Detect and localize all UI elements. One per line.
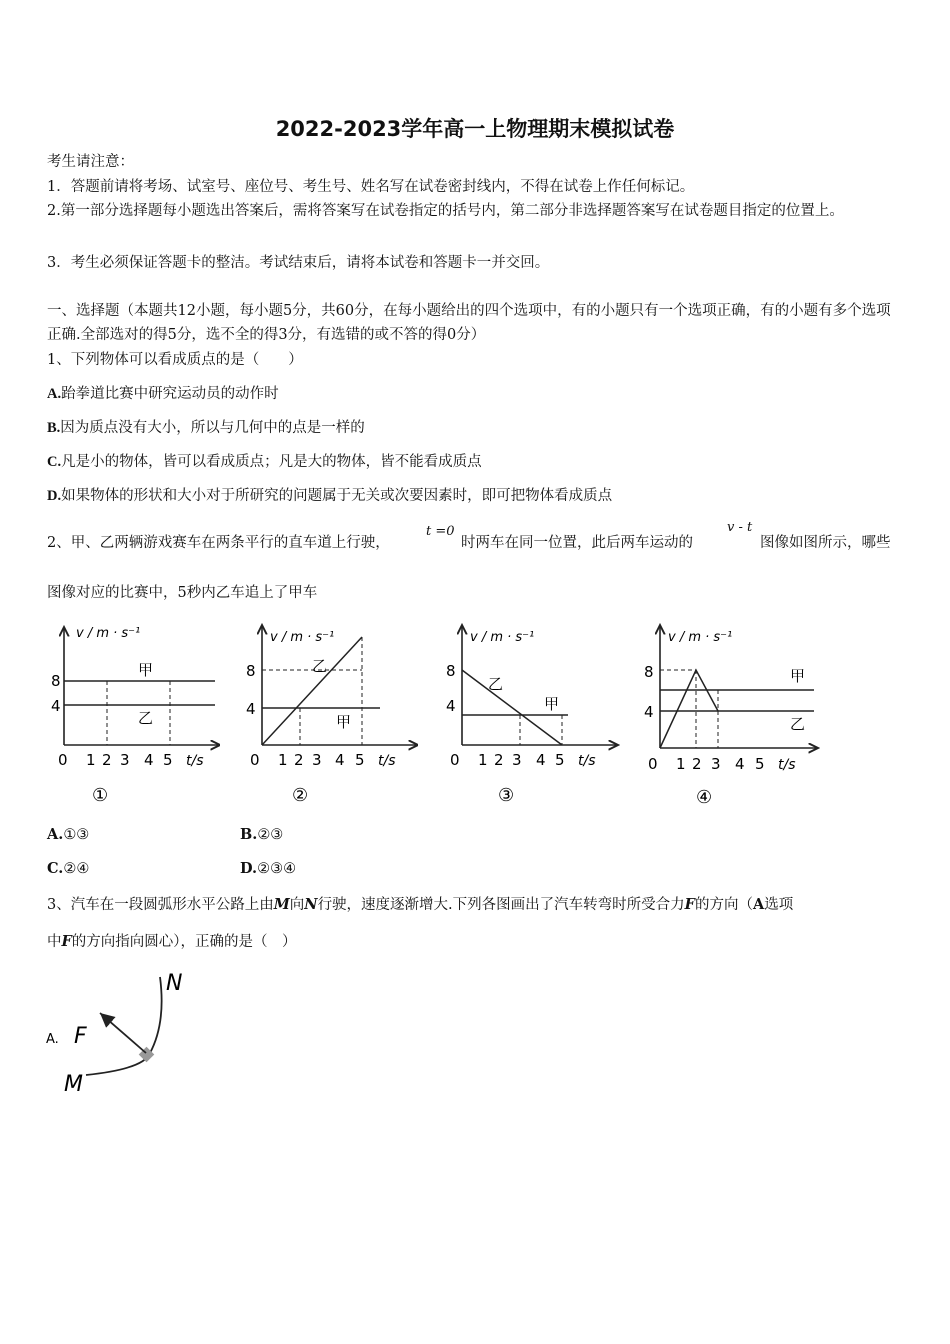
graph2-yi: 乙 [312, 657, 328, 675]
graph3-x2: 2 [494, 751, 504, 769]
graph4-y8: 8 [644, 663, 654, 681]
graph1-jia: 甲 [138, 661, 154, 679]
graph4-num: ④ [696, 787, 713, 808]
q3-stem-line1: 3、汽车在一段圆弧形水平公路上由M向N行驶，速度逐渐增大.下列各图画出了汽车转弯时所受合力F的方向（A选项 [47, 896, 794, 913]
graph3-x4: 4 [536, 751, 546, 769]
vt-graph-3 [440, 615, 620, 815]
q3-fig-f: F [74, 1024, 87, 1049]
graph4-ylabel: v / m · s⁻¹ [668, 630, 733, 645]
graph4-x2: 2 [692, 755, 702, 773]
graph2-xlabel: t/s [378, 753, 396, 769]
graph2-x5: 5 [355, 751, 365, 769]
graph3-origin: 0 [450, 751, 460, 769]
vt-graph-4 [640, 615, 820, 815]
graph2-origin: 0 [250, 751, 260, 769]
graph2-jia: 甲 [336, 713, 352, 731]
q2-answer-d: D.②③④ [240, 860, 297, 877]
graph2-x3: 3 [312, 751, 322, 769]
notice-item-2: 2.第一部分选择题每小题选出答案后，需将答案写在试卷指定的括号内，第二部分非选择题答案写在试卷题目指定的位置上。 [47, 203, 844, 219]
graph2-num: ② [292, 785, 309, 806]
graph3-num: ③ [498, 785, 515, 806]
graph1-x5: 5 [163, 751, 173, 769]
notice-item-1: 1．答题前请将考场、试室号、座位号、考生号、姓名写在试卷密封线内，不得在试卷上作任何标记。 [47, 179, 695, 195]
graph3-x3: 3 [512, 751, 522, 769]
graph1-x1: 1 [86, 751, 96, 769]
q2-t0: t =0 [426, 524, 455, 539]
graph3-y8: 8 [446, 662, 456, 680]
page-title: 2022-2023学年高一上物理期末模拟试卷 [275, 117, 675, 141]
graph3-yi: 乙 [488, 675, 504, 693]
notice-item-3: 3．考生必须保证答题卡的整洁。考试结束后，请将本试卷和答题卡一并交回。 [47, 255, 550, 271]
graph4-x5: 5 [755, 755, 765, 773]
graph3-xlabel: t/s [578, 753, 596, 769]
graph4-xlabel: t/s [778, 757, 796, 773]
q3-stem-line2: 中F的方向指向圆心），正确的是（ ） [47, 933, 297, 950]
graph1-origin: 0 [58, 751, 68, 769]
section-heading: 一、选择题（本题共12小题，每小题5分，共60分，在每小题给出的四个选项中，有的小题只有一个选项正确，有的小题有多个选项正确.全部选对的得5分，选不全的得3分，有选错的或不答的得0分） [47, 303, 891, 343]
vt-graph-2 [238, 615, 418, 815]
graph1-y8: 8 [51, 672, 61, 690]
q2-answer-b: B.②③ [240, 826, 284, 843]
graph1-xlabel: t/s [186, 753, 204, 769]
q2-graphs [40, 615, 820, 815]
graph4-x4: 4 [735, 755, 745, 773]
q3-fig-m: M [64, 1072, 83, 1097]
graph4-yi: 乙 [790, 715, 806, 733]
graph3-ylabel: v / m · s⁻¹ [470, 630, 535, 645]
q3-fig-n: N [166, 971, 183, 996]
q1-stem: 1、下列物体可以看成质点的是（ ） [47, 352, 303, 368]
q2-stem-part-a: 2、甲、乙两辆游戏赛车在两条平行的直车道上行驶， [47, 535, 390, 551]
vt-graph-1 [40, 615, 220, 815]
q1-option-c: C.凡是小的物体，皆可以看成质点；凡是大的物体，皆不能看成质点 [47, 454, 482, 470]
graph2-y8: 8 [246, 662, 256, 680]
graph2-x4: 4 [335, 751, 345, 769]
q3-option-a-label: A. [46, 1032, 59, 1047]
notice-header: 考生请注意： [47, 154, 134, 170]
q2-vt: v - t [727, 520, 753, 535]
graph4-jia: 甲 [790, 667, 806, 685]
graph3-jia: 甲 [544, 695, 560, 713]
graph1-y4: 4 [51, 697, 61, 715]
q2-stem-part-b: 时两车在同一位置，此后两车运动的 [461, 535, 693, 551]
graph2-y4: 4 [246, 700, 256, 718]
q2-stem-part-d: 图像对应的比赛中，5秒内乙车追上了甲车 [47, 585, 318, 601]
graph1-x4: 4 [144, 751, 154, 769]
graph4-x1: 1 [676, 755, 686, 773]
q2-answer-c: C.②④ [47, 860, 90, 877]
graph1-ylabel: v / m · s⁻¹ [76, 626, 141, 641]
graph4-x3: 3 [711, 755, 721, 773]
graph3-y4: 4 [446, 697, 456, 715]
q1-option-d: D.如果物体的形状和大小对于所研究的问题属于无关或次要因素时，即可把物体看成质点 [47, 488, 613, 504]
graph3-x5: 5 [555, 751, 565, 769]
graph4-origin: 0 [648, 755, 658, 773]
graph4-y4: 4 [644, 703, 654, 721]
graph2-x2: 2 [294, 751, 304, 769]
graph1-yi: 乙 [138, 709, 154, 727]
graph2-x1: 1 [278, 751, 288, 769]
graph3-x1: 1 [478, 751, 488, 769]
graph1-x3: 3 [120, 751, 130, 769]
graph2-ylabel: v / m · s⁻¹ [270, 630, 335, 645]
q1-option-a: A.跆拳道比赛中研究运动员的动作时 [47, 386, 279, 402]
q2-stem-part-c: 图像如图所示，哪些 [760, 535, 891, 551]
q2-answer-a: A.①③ [47, 826, 90, 843]
q1-option-b: B.因为质点没有大小，所以与几何中的点是一样的 [47, 420, 365, 436]
graph1-num: ① [92, 785, 109, 806]
graph1-x2: 2 [102, 751, 112, 769]
q3-option-a-figure [40, 965, 210, 1105]
